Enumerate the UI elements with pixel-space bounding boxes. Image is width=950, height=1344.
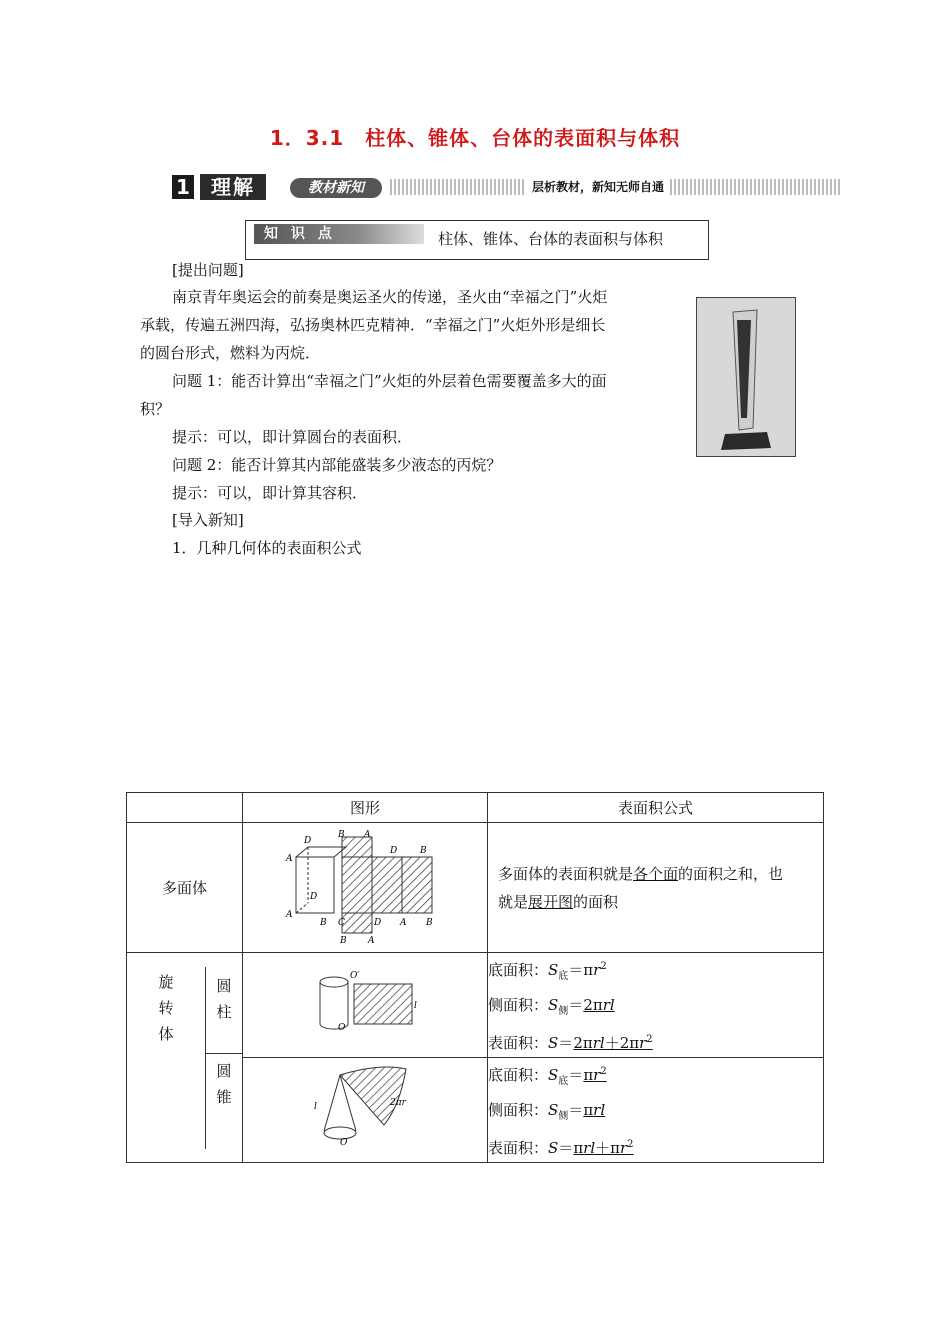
cone-label: 圆锥 (216, 1061, 232, 1106)
svg-text:A: A (286, 909, 293, 920)
underline-net: 展开图 (528, 892, 574, 911)
banner-main: 理解 (200, 174, 266, 200)
banner-sub: 教材新知 (290, 178, 382, 198)
cylinder-total-area: 表面积：$S=2\pi rl+2\pi r^2$ (488, 1034, 653, 1052)
svg-text:l: l (414, 1001, 417, 1011)
cylinder-figure (243, 953, 488, 1058)
svg-text:B: B (420, 845, 427, 856)
rotation-body-label: 旋转体 (127, 967, 206, 1149)
header-figure: 图形 (243, 793, 488, 823)
intro-line-3: 的圆台形式，燃料为丙烷． (140, 344, 321, 362)
svg-text:A: A (364, 829, 371, 840)
cylinder-side-area: 侧面积：$S_侧=2\pi rl$ (488, 996, 615, 1017)
polyhedron-figure (243, 823, 488, 953)
knowledge-label: 知 识 点 (254, 224, 424, 244)
section-banner (170, 172, 840, 202)
polyhedron-label: 多面体 (127, 823, 243, 953)
question-1-line-1: 问题 1：能否计算出“幸福之门”火炬的外层着色需要覆盖多大的面 (172, 372, 607, 390)
cone-net-diagram (310, 1065, 420, 1151)
svg-text:D: D (310, 891, 318, 902)
polyhedron-formula: 多面体的表面积就是各个面的面积之和，也 就是展开图的面积 (488, 823, 824, 953)
svg-text:B: B (340, 935, 347, 945)
svg-text:B: B (320, 917, 327, 928)
question-1-line-2: 积？ (140, 400, 171, 418)
cylinder-base-area: 底面积：$S_底=\pi r^2$ (488, 961, 607, 982)
cylinder-formula (488, 953, 824, 1058)
knowledge-text: 柱体、锥体、台体的表面积与体积 (438, 230, 664, 248)
svg-text:B: B (338, 829, 345, 840)
cone-figure (243, 1058, 488, 1163)
knowledge-box (245, 220, 709, 260)
section-heading-new: [导入新知] (172, 511, 244, 529)
svg-text:O: O (338, 1023, 346, 1033)
banner-tagline: 层析教材，新知无师自通 (526, 178, 670, 196)
intro-line-2: 承载，传遍五洲四海，弘扬奥林匹克精神．“幸福之门”火炬外形是细长 (140, 316, 606, 334)
svg-text:A: A (368, 935, 375, 945)
svg-text:l: l (314, 1102, 317, 1112)
cylinder-net-diagram (310, 968, 420, 1038)
svg-text:A: A (400, 917, 407, 928)
prism-net-diagram (280, 827, 450, 945)
banner-number: 1 (172, 175, 194, 199)
torch-photo (696, 297, 796, 457)
svg-text:B: B (426, 917, 433, 928)
svg-text:A: A (286, 853, 293, 864)
section-heading-questions: [提出问题] (172, 261, 244, 279)
cone-formula (488, 1058, 824, 1163)
cone-side-area: 侧面积：$S_侧=\pi rl$ (488, 1101, 606, 1122)
table-corner (127, 793, 243, 823)
svg-text:D: D (374, 917, 382, 928)
svg-text:D: D (390, 845, 398, 856)
list-item-1: 1．几种几何体的表面积公式 (172, 539, 362, 557)
svg-text:O′: O′ (350, 971, 360, 981)
svg-text:2πr: 2πr (390, 1098, 406, 1108)
underline-faces: 各个面 (633, 864, 679, 883)
cone-base-area: 底面积：$S_底=\pi r^2$ (488, 1066, 607, 1087)
surface-area-table (126, 792, 824, 1163)
svg-text:O: O (340, 1138, 348, 1148)
hint-2: 提示：可以，即计算其容积． (172, 484, 368, 502)
question-2: 问题 2：能否计算其内部能盛装多少液态的丙烷？ (172, 456, 502, 474)
svg-text:D: D (304, 835, 312, 846)
rotation-body-cell (127, 953, 243, 1163)
hint-1: 提示：可以，即计算圆台的表面积． (172, 428, 413, 446)
intro-line-1: 南京青年奥运会的前奏是奥运圣火的传递，圣火由“幸福之门”火炬 (172, 288, 608, 306)
page-title: 1．3.1 柱体、锥体、台体的表面积与体积 (269, 126, 681, 150)
subtype-labels (206, 967, 243, 1149)
cone-total-area: 表面积：$S=\pi rl+\pi r^2$ (488, 1139, 634, 1157)
svg-text:C: C (338, 917, 345, 928)
cylinder-label: 圆柱 (216, 976, 232, 1021)
header-formula: 表面积公式 (488, 793, 824, 823)
